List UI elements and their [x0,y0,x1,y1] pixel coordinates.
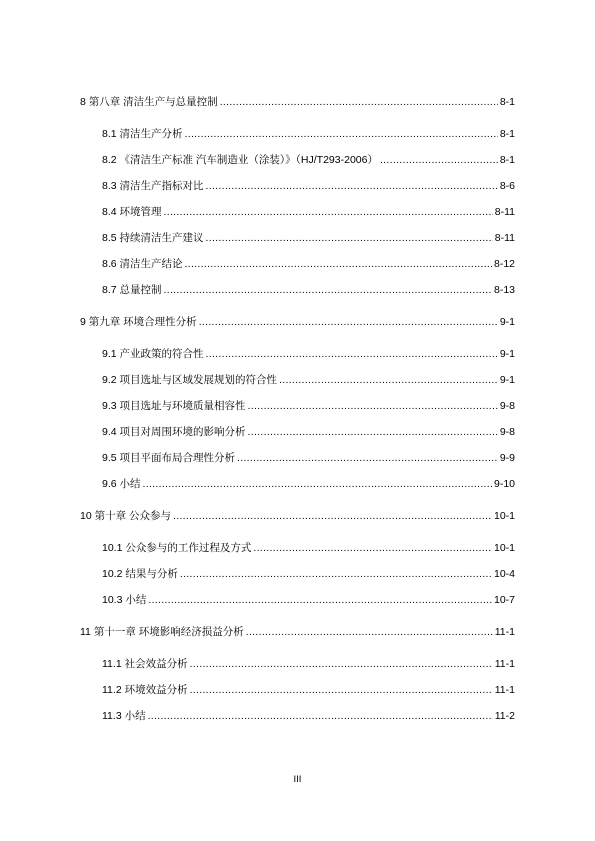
toc-entry-title: 8.7 总量控制 [102,284,162,296]
toc-section-11-1[interactable] [102,657,515,671]
toc-entry-page: 8-12 [493,258,515,270]
toc-section-9-6[interactable] [102,477,515,491]
toc-entry-title: 8.4 环境管理 [102,206,162,218]
toc-entry-page: 10-4 [493,568,515,580]
toc-entry-page: 8-1 [499,154,515,166]
dot-leader [199,315,498,329]
dot-leader [173,509,492,523]
dot-leader [206,179,498,193]
toc-chapter-10[interactable] [80,509,515,523]
dot-leader [148,593,492,607]
toc-chapter-8[interactable] [80,95,515,109]
toc-entry-page: 9-1 [499,316,515,328]
dot-leader [237,451,498,465]
toc-entry-page: 10-1 [493,510,515,522]
dot-leader [248,425,498,439]
toc-section-10-2[interactable] [102,567,515,581]
toc-entry-title: 10.2 结果与分析 [102,568,178,580]
dot-leader [185,127,498,141]
toc-section-9-1[interactable] [102,347,515,361]
toc-section-10-1[interactable] [102,541,515,555]
toc-entry-title: 8.2 《清洁生产标准 汽车制造业（涂装）》（HJ/T293-2006） [102,154,378,166]
toc-section-8-5[interactable] [102,231,515,245]
toc-entry-title: 11.2 环境效益分析 [102,684,188,696]
toc-entry-page: 8-1 [499,96,515,108]
toc-section-10-3[interactable] [102,593,515,607]
dot-leader [164,205,493,219]
toc-entry-title: 11 第十一章 环境影响经济损益分析 [80,626,244,638]
toc-entry-page: 9-9 [499,452,515,464]
toc-entry-title: 10 第十章 公众参与 [80,510,172,522]
dot-leader [143,477,492,491]
toc-section-11-2[interactable] [102,683,515,697]
toc-entry-page: 10-7 [493,594,515,606]
toc-section-8-4[interactable] [102,205,515,219]
toc-entry-page: 11-1 [494,626,515,638]
dot-leader [279,373,498,387]
toc-entry-title: 8.3 清洁生产指标对比 [102,180,204,192]
dot-leader [148,709,493,723]
toc-entry-title: 9 第九章 环境合理性分析 [80,316,197,328]
dot-leader [185,257,492,271]
toc-entry-page: 8-6 [499,180,515,192]
toc-section-8-7[interactable] [102,283,515,297]
toc-entry-page: 8-11 [494,206,515,218]
toc-entry-page: 9-8 [499,426,515,438]
dot-leader [253,541,492,555]
dot-leader [206,231,493,245]
toc-entry-title: 9.1 产业政策的符合性 [102,348,204,360]
toc-chapter-11[interactable] [80,625,515,639]
toc-section-9-5[interactable] [102,451,515,465]
dot-leader [246,625,493,639]
toc-entry-title: 8.1 清洁生产分析 [102,128,183,140]
page-number: III [293,774,302,785]
toc-entry-page: 9-8 [499,400,515,412]
toc-entry-title: 11.1 社会效益分析 [102,658,188,670]
toc-section-9-2[interactable] [102,373,515,387]
toc-section-8-6[interactable] [102,257,515,271]
toc-entry-title: 8 第八章 清洁生产与总量控制 [80,96,218,108]
toc-section-8-1[interactable] [102,127,515,141]
dot-leader [380,153,498,167]
toc-section-9-4[interactable] [102,425,515,439]
toc-entry-page: 11-1 [494,684,515,696]
toc-chapter-9[interactable] [80,315,515,329]
toc-entry-title: 9.6 小结 [102,478,141,490]
toc-section-11-3[interactable] [102,709,515,723]
toc-section-8-2[interactable] [102,153,515,167]
toc-entry-page: 10-1 [493,542,515,554]
toc-entry-title: 9.5 项目平面布局合理性分析 [102,452,236,464]
toc-entry-title: 9.2 项目选址与区域发展规划的符合性 [102,374,278,386]
dot-leader [206,347,498,361]
dot-leader [220,95,498,109]
toc-section-9-3[interactable] [102,399,515,413]
toc-entry-page: 8-13 [493,284,515,296]
toc-entry-title: 8.6 清洁生产结论 [102,258,183,270]
dot-leader [248,399,498,413]
toc-entry-page: 9-1 [499,374,515,386]
toc-entry-title: 8.5 持续清洁生产建议 [102,232,204,244]
toc-entry-page: 11-1 [494,658,515,670]
toc-entry-title: 11.3 小结 [102,710,146,722]
toc-entry-page: 8-1 [499,128,515,140]
toc-entry-title: 9.4 项目对周围环境的影响分析 [102,426,246,438]
toc-entry-page: 8-11 [494,232,515,244]
dot-leader [190,657,493,671]
dot-leader [180,567,492,581]
toc-entry-page: 11-2 [494,710,515,722]
toc-entry-title: 10.1 公众参与的工作过程及方式 [102,542,252,554]
toc-entry-title: 9.3 项目选址与环境质量相容性 [102,400,246,412]
toc-section-8-3[interactable] [102,179,515,193]
toc-entry-title: 10.3 小结 [102,594,147,606]
dot-leader [190,683,493,697]
toc-entry-page: 9-1 [499,348,515,360]
toc-entry-page: 9-10 [493,478,515,490]
dot-leader [164,283,492,297]
